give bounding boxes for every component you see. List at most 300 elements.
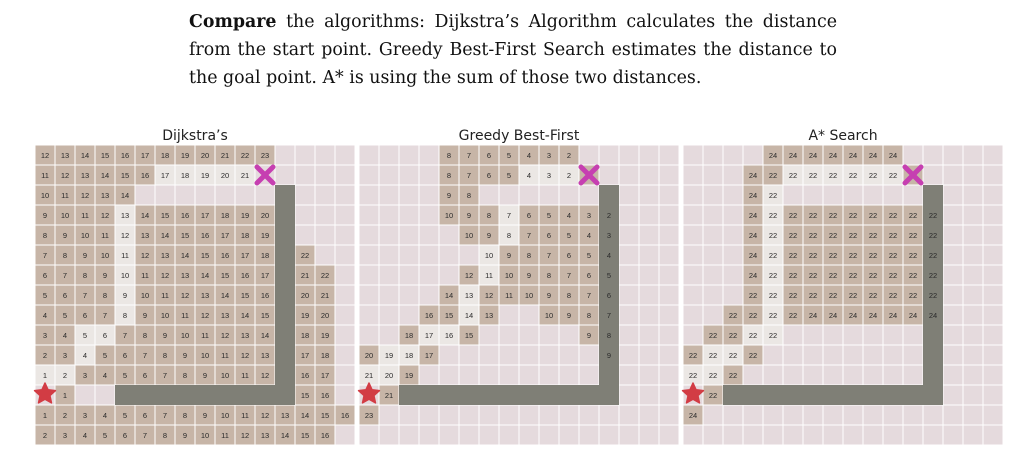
grid-cell <box>295 205 315 225</box>
grid-cell <box>703 185 723 205</box>
cell-value: 18 <box>404 331 414 340</box>
cell-value: 8 <box>162 431 168 440</box>
grid-cell <box>863 405 883 425</box>
cell-value: 2 <box>606 211 612 220</box>
grid-cell <box>903 325 923 345</box>
grid-cell <box>703 145 723 165</box>
cell-value: 22 <box>888 291 898 300</box>
grid-cell <box>639 305 659 325</box>
cell-value: 8 <box>446 171 452 180</box>
cell-value: 22 <box>768 191 778 200</box>
grid-cell <box>419 425 439 445</box>
grid-cell <box>439 345 459 365</box>
grid-cell <box>963 385 983 405</box>
cell-value: 8 <box>62 251 68 260</box>
cell-value: 9 <box>122 291 128 300</box>
grid-cell <box>703 205 723 225</box>
grid-cell <box>983 405 1003 425</box>
grid-cell <box>783 345 803 365</box>
grid-cell <box>703 285 723 305</box>
grid-cell <box>683 205 703 225</box>
cell-value: 13 <box>464 291 474 300</box>
cell-value: 22 <box>240 151 250 160</box>
grid-cell <box>499 185 519 205</box>
cell-value: 9 <box>162 331 168 340</box>
cell-value: 17 <box>240 251 250 260</box>
grid-cell <box>499 365 519 385</box>
cell-value: 22 <box>768 251 778 260</box>
grid-cell <box>963 365 983 385</box>
cell-value: 3 <box>62 351 68 360</box>
cell-value: 8 <box>446 151 452 160</box>
cell-value: 14 <box>240 311 250 320</box>
cell-value: 22 <box>748 331 758 340</box>
grid-cell <box>843 345 863 365</box>
cell-value: 2 <box>62 371 68 380</box>
intro-paragraph <box>189 8 837 92</box>
grid-cell <box>619 225 639 245</box>
cell-value: 16 <box>320 391 330 400</box>
astar-grid <box>683 145 1003 445</box>
grid-cell <box>843 405 863 425</box>
grid-cell <box>683 325 703 345</box>
grid-cell <box>619 205 639 225</box>
grid-cell <box>579 345 599 365</box>
grid-cell <box>639 345 659 365</box>
cell-value: 20 <box>300 291 310 300</box>
grid-cell <box>559 405 579 425</box>
grid-cell <box>75 385 95 405</box>
cell-value: 16 <box>220 251 230 260</box>
cell-value: 22 <box>868 231 878 240</box>
cell-value: 4 <box>566 211 572 220</box>
cell-value: 14 <box>80 151 90 160</box>
cell-value: 9 <box>466 211 472 220</box>
cell-value: 13 <box>260 351 270 360</box>
cell-value: 7 <box>566 271 572 280</box>
cell-value: 22 <box>708 371 718 380</box>
grid-cell <box>963 265 983 285</box>
cell-value: 12 <box>140 251 150 260</box>
cell-value: 24 <box>908 311 918 320</box>
cell-value: 11 <box>81 211 89 220</box>
grid-cell <box>315 165 335 185</box>
cell-value: 24 <box>928 311 938 320</box>
grid-cell <box>235 185 255 205</box>
grid-cell <box>659 205 679 225</box>
grid-cell <box>963 145 983 165</box>
grid-cell <box>579 425 599 445</box>
cell-value: 3 <box>42 331 48 340</box>
cell-value: 12 <box>240 431 250 440</box>
cell-value: 22 <box>320 271 330 280</box>
grid-cell <box>943 345 963 365</box>
grid-cell <box>379 245 399 265</box>
grid-cell <box>619 245 639 265</box>
cell-value: 20 <box>364 351 374 360</box>
grid-cell <box>943 305 963 325</box>
cell-value: 14 <box>300 411 310 420</box>
cell-value: 22 <box>848 291 858 300</box>
cell-value: 2 <box>42 351 48 360</box>
cell-value: 22 <box>728 351 738 360</box>
grid-cell <box>803 185 823 205</box>
cell-value: 15 <box>100 151 110 160</box>
grid-cell <box>863 325 883 345</box>
grid-cell <box>559 325 579 345</box>
grid-cell <box>983 365 1003 385</box>
grid-cell <box>639 325 659 345</box>
cell-value: 23 <box>364 411 374 420</box>
grid-cell <box>619 405 639 425</box>
cell-value: 15 <box>180 231 190 240</box>
grid-cell <box>943 185 963 205</box>
cell-value: 7 <box>42 251 48 260</box>
cell-value: 22 <box>748 291 758 300</box>
cell-value: 22 <box>688 351 698 360</box>
grid-cell <box>883 345 903 365</box>
grid-cell <box>579 145 599 165</box>
wall-vertical <box>275 185 295 405</box>
grid-cell <box>943 405 963 425</box>
cell-value: 9 <box>446 191 452 200</box>
grid-cell <box>659 145 679 165</box>
grid-cell <box>943 365 963 385</box>
cell-value: 22 <box>768 231 778 240</box>
grid-cell <box>743 405 763 425</box>
cell-value: 16 <box>320 431 330 440</box>
grid-cell <box>983 265 1003 285</box>
grid-cell <box>903 185 923 205</box>
grid-cell <box>963 225 983 245</box>
grid-cell <box>419 185 439 205</box>
grid-cell <box>983 185 1003 205</box>
cell-value: 22 <box>708 351 718 360</box>
cell-value: 22 <box>768 171 778 180</box>
cell-value: 16 <box>260 291 270 300</box>
cell-value: 7 <box>142 431 148 440</box>
grid-cell <box>359 185 379 205</box>
grid-cell <box>479 365 499 385</box>
grid-cell <box>419 205 439 225</box>
cell-value: 6 <box>62 291 68 300</box>
cell-value: 14 <box>464 311 474 320</box>
cell-value: 22 <box>808 211 818 220</box>
grid-cell <box>419 225 439 245</box>
cell-value: 16 <box>180 211 190 220</box>
cell-value: 13 <box>160 251 170 260</box>
cell-value: 18 <box>320 351 330 360</box>
cell-value: 10 <box>200 431 210 440</box>
grid-cell <box>843 425 863 445</box>
cell-value: 10 <box>200 351 210 360</box>
grid-cell <box>135 185 155 205</box>
grid-cell <box>963 285 983 305</box>
cell-value: 22 <box>808 231 818 240</box>
grid-cell <box>823 405 843 425</box>
grid-cell <box>639 365 659 385</box>
grid-cell <box>599 425 619 445</box>
grid-cell <box>943 225 963 245</box>
cell-value: 24 <box>848 151 858 160</box>
grid-cell <box>379 145 399 165</box>
cell-value: 22 <box>888 171 898 180</box>
cell-value: 22 <box>788 251 798 260</box>
cell-value: 4 <box>586 231 592 240</box>
grid-cell <box>843 185 863 205</box>
cell-value: 10 <box>40 191 50 200</box>
cell-value: 24 <box>748 271 758 280</box>
cell-value: 9 <box>486 231 492 240</box>
cell-value: 6 <box>82 311 88 320</box>
cell-value: 12 <box>60 171 70 180</box>
grid-cell <box>983 425 1003 445</box>
cell-value: 10 <box>60 211 70 220</box>
grid-cell <box>335 225 355 245</box>
cell-value: 22 <box>928 291 938 300</box>
grid-cell <box>579 405 599 425</box>
cell-value: 24 <box>768 151 778 160</box>
cell-value: 11 <box>161 291 169 300</box>
grid-cell <box>399 425 419 445</box>
cell-value: 15 <box>444 311 454 320</box>
grid-cell <box>703 305 723 325</box>
cell-value: 4 <box>526 151 532 160</box>
cell-value: 11 <box>121 251 129 260</box>
cell-value: 11 <box>241 411 249 420</box>
cell-value: 22 <box>848 271 858 280</box>
cell-value: 3 <box>62 431 68 440</box>
grid-cell <box>683 265 703 285</box>
grid-cell <box>639 145 659 165</box>
grid-cell <box>459 365 479 385</box>
cell-value: 11 <box>241 371 249 380</box>
grid-cell <box>295 165 315 185</box>
cell-value: 10 <box>80 231 90 240</box>
grid-cell <box>439 365 459 385</box>
cell-value: 3 <box>546 171 552 180</box>
cell-value: 11 <box>181 311 189 320</box>
grid-cell <box>399 265 419 285</box>
cell-value: 5 <box>42 291 48 300</box>
cell-value: 7 <box>62 271 68 280</box>
grid-cell <box>619 305 639 325</box>
cell-value: 10 <box>220 371 230 380</box>
cell-value: 13 <box>180 271 190 280</box>
grid-cell <box>659 385 679 405</box>
grid-cell <box>983 325 1003 345</box>
grid-cell <box>155 185 175 205</box>
grid-cell <box>883 405 903 425</box>
grid-cell <box>359 425 379 445</box>
cell-value: 8 <box>142 331 148 340</box>
cell-value: 8 <box>506 231 512 240</box>
grid-cell <box>439 265 459 285</box>
cell-value: 22 <box>788 211 798 220</box>
cell-value: 14 <box>140 211 150 220</box>
grid-cell <box>659 305 679 325</box>
cell-value: 24 <box>888 311 898 320</box>
grid-cell <box>683 425 703 445</box>
grid-cell <box>943 245 963 265</box>
grid-cell <box>803 425 823 445</box>
greedy-best-first-grid <box>359 145 679 445</box>
cell-value: 22 <box>908 231 918 240</box>
grid-cell <box>295 185 315 205</box>
cell-value: 8 <box>546 271 552 280</box>
grid-cell <box>703 225 723 245</box>
cell-value: 24 <box>828 311 838 320</box>
cell-value: 9 <box>182 431 188 440</box>
grid-cell <box>823 425 843 445</box>
grid-cell <box>659 165 679 185</box>
cell-value: 21 <box>384 391 394 400</box>
cell-value: 18 <box>240 231 250 240</box>
cell-value: 16 <box>200 231 210 240</box>
cell-value: 14 <box>220 291 230 300</box>
cell-value: 1 <box>42 411 48 420</box>
grid-cell <box>883 425 903 445</box>
cell-value: 2 <box>62 411 68 420</box>
cell-value: 15 <box>200 251 210 260</box>
grid-cell <box>335 245 355 265</box>
grid-cell <box>315 245 335 265</box>
grid-cell <box>359 305 379 325</box>
grid-cell <box>963 185 983 205</box>
cell-value: 24 <box>848 311 858 320</box>
cell-value: 14 <box>100 171 110 180</box>
grid-cell <box>519 305 539 325</box>
grid-cell <box>419 245 439 265</box>
cell-value: 22 <box>908 251 918 260</box>
grid-cell <box>399 185 419 205</box>
wall-horizontal <box>115 385 295 405</box>
grid-cell <box>803 345 823 365</box>
cell-value: 10 <box>484 251 494 260</box>
grid-cell <box>923 405 943 425</box>
cell-value: 22 <box>908 211 918 220</box>
cell-value: 22 <box>868 271 878 280</box>
cell-value: 14 <box>200 271 210 280</box>
grid-cell <box>359 205 379 225</box>
cell-value: 7 <box>122 331 128 340</box>
grid-cell <box>619 265 639 285</box>
cell-value: 24 <box>828 151 838 160</box>
cell-value: 10 <box>160 311 170 320</box>
cell-value: 24 <box>748 191 758 200</box>
grid-cell <box>335 325 355 345</box>
grid-cell <box>659 345 679 365</box>
cell-value: 22 <box>888 251 898 260</box>
grid-cell <box>639 245 659 265</box>
cell-value: 7 <box>586 291 592 300</box>
cell-value: 6 <box>546 231 552 240</box>
cell-value: 18 <box>220 211 230 220</box>
cell-value: 5 <box>102 431 108 440</box>
cell-value: 11 <box>221 351 229 360</box>
grid-cell <box>883 325 903 345</box>
cell-value: 15 <box>120 171 130 180</box>
cell-value: 12 <box>200 311 210 320</box>
cell-value: 8 <box>82 271 88 280</box>
grid-cell <box>479 185 499 205</box>
cell-value: 21 <box>300 271 310 280</box>
grid-cell <box>379 405 399 425</box>
cell-value: 22 <box>868 171 878 180</box>
cell-value: 21 <box>220 151 230 160</box>
grid-cell <box>275 145 295 165</box>
cell-value: 2 <box>566 151 572 160</box>
cell-value: 15 <box>464 331 474 340</box>
cell-value: 8 <box>182 371 188 380</box>
cell-value: 19 <box>320 331 330 340</box>
intro-text: the algorithms: Dijkstra’s Algorithm calculates the distance from the start point. Greedy Best-First Search estimates the distance to the goal point. A* is using the sum of those two distances. <box>189 12 837 88</box>
grid-cell <box>439 245 459 265</box>
cell-value: 7 <box>82 291 88 300</box>
grid-cell <box>335 205 355 225</box>
grid-cell <box>379 285 399 305</box>
grid-cell <box>943 325 963 345</box>
cell-value: 10 <box>100 251 110 260</box>
cell-value: 22 <box>708 331 718 340</box>
cell-value: 12 <box>180 291 190 300</box>
cell-value: 11 <box>141 271 149 280</box>
cell-value: 11 <box>61 191 69 200</box>
grid-cell <box>983 225 1003 245</box>
grid-cell <box>659 365 679 385</box>
grid-cell <box>419 165 439 185</box>
cell-value: 9 <box>82 251 88 260</box>
cell-value: 7 <box>606 311 612 320</box>
grid-cell <box>803 325 823 345</box>
cell-value: 24 <box>748 231 758 240</box>
grid-cell <box>639 385 659 405</box>
cell-value: 22 <box>828 251 838 260</box>
cell-value: 22 <box>848 171 858 180</box>
cell-value: 24 <box>808 311 818 320</box>
cell-value: 22 <box>928 231 938 240</box>
cell-value: 22 <box>808 171 818 180</box>
cell-value: 6 <box>142 371 148 380</box>
cell-value: 6 <box>486 171 492 180</box>
cell-value: 24 <box>748 211 758 220</box>
grid-cell <box>683 285 703 305</box>
cell-value: 22 <box>828 291 838 300</box>
grid-cell <box>843 365 863 385</box>
cell-value: 9 <box>62 231 68 240</box>
cell-value: 22 <box>768 291 778 300</box>
grid-cell <box>723 225 743 245</box>
grid-cell <box>519 185 539 205</box>
cell-value: 6 <box>102 331 108 340</box>
cell-value: 15 <box>260 311 270 320</box>
grid-cell <box>763 365 783 385</box>
grid-cell <box>659 225 679 245</box>
cell-value: 24 <box>808 151 818 160</box>
grid-cell <box>943 385 963 405</box>
grid-cell <box>863 425 883 445</box>
cell-value: 14 <box>444 291 454 300</box>
cell-value: 9 <box>546 291 552 300</box>
grid-cell <box>399 145 419 165</box>
cell-value: 15 <box>240 291 250 300</box>
cell-value: 9 <box>526 271 532 280</box>
cell-value: 22 <box>768 331 778 340</box>
grid-cell <box>983 245 1003 265</box>
grid-cell <box>379 165 399 185</box>
cell-value: 5 <box>122 371 128 380</box>
cell-value: 2 <box>566 171 572 180</box>
